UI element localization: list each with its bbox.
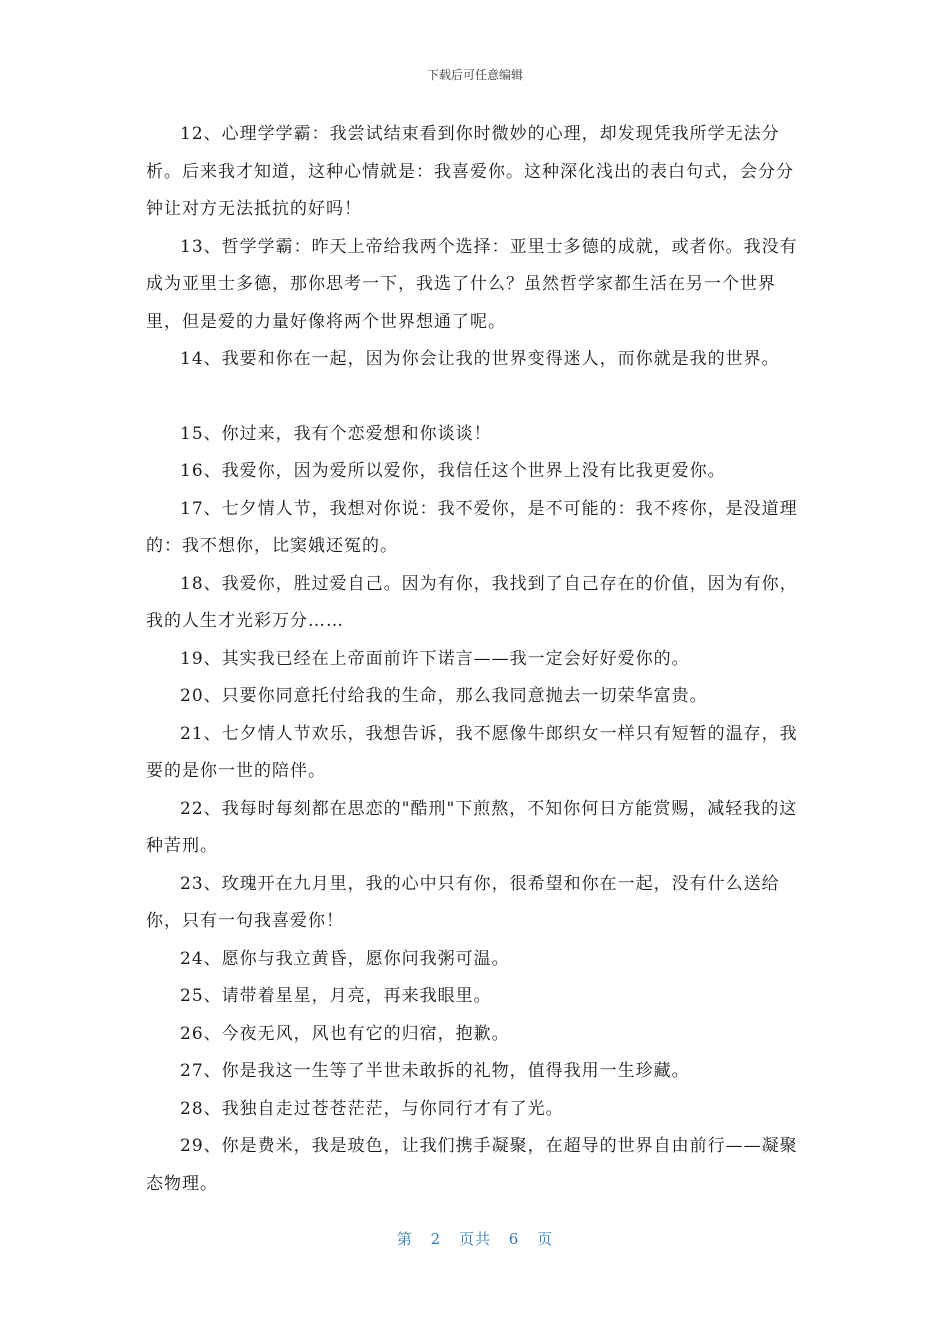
footer-total-pages: 6 bbox=[508, 1230, 520, 1248]
paragraph-23: 23、玫瑰开在九月里，我的心中只有你，很希望和你在一起，没有什么送给你，只有一句我喜爱你！ bbox=[146, 873, 780, 931]
paragraph-12: 12、心理学学霸：我尝试结束看到你时微妙的心理，却发现凭我所学无法分析。后来我才知道，这种心情就是：我喜爱你。这种深化浅出的表白句式，会分分钟让对方无法抵抗的好吗！ bbox=[146, 124, 794, 219]
paragraph-26: 26、今夜无风，风也有它的归宿，抱歉。 bbox=[180, 1023, 510, 1044]
paragraph-20: 20、只要你同意托付给我的生命，那么我同意抛去一切荣华富贵。 bbox=[180, 686, 708, 706]
page-header: 下载后可任意编辑 bbox=[426, 68, 523, 82]
blank-line bbox=[146, 379, 810, 416]
paragraph-14: 14、我要和你在一起，因为你会让我的世界变得迷人，而你就是我的世界。 bbox=[180, 349, 780, 369]
paragraph-25: 25、请带着星星，月亮，再来我眼里。 bbox=[180, 986, 492, 1006]
paragraph-17: 17、七夕情人节，我想对你说：我不爱你，是不可能的：我不疼你，是没道理的：我不想你，比窦娥还冤的。 bbox=[146, 498, 798, 556]
paragraph-16: 16、我爱你，因为爱所以爱你，我信任这个世界上没有比我更爱你。 bbox=[180, 461, 726, 481]
paragraph-29: 29、你是费米，我是玻色，让我们携手凝聚，在超导的世界自由前行——凝聚态物理。 bbox=[146, 1136, 798, 1194]
paragraph-28: 28、我独自走过苍苍茫茫，与你同行才有了光。 bbox=[180, 1098, 564, 1119]
paragraph-18: 18、我爱你，胜过爱自己。因为有你，我找到了自己存在的价值，因为有你，我的人生才光彩万分…… bbox=[146, 573, 798, 631]
document-body bbox=[146, 116, 810, 1203]
footer-prefix: 第 bbox=[396, 1230, 413, 1248]
paragraph-27: 27、你是我这一生等了半世未敢拆的礼物，值得我用一生珍藏。 bbox=[180, 1061, 690, 1081]
paragraph-15: 15、你过来，我有个恋爱想和你谈谈！ bbox=[180, 423, 492, 444]
paragraph-24: 24、愿你与我立黄昏，愿你问我粥可温。 bbox=[180, 948, 510, 969]
paragraph-22: 22、我每时每刻都在思恋的"酷刑"下煎熬，不知你何日方能赏赐，减轻我的这种苦刑。 bbox=[146, 798, 798, 856]
footer-current-page: 2 bbox=[430, 1230, 442, 1248]
paragraph-19: 19、其实我已经在上帝面前许下诺言——我一定会好好爱你的。 bbox=[180, 648, 690, 669]
paragraph-13: 13、哲学学霸：昨天上帝给我两个选择：亚里士多德的成就，或者你。我没有成为亚里士多德，那你思考一下，我选了什么？虽然哲学家都生活在另一个世界里，但是爱的力量好像将两个世界想通了呢。 bbox=[146, 236, 798, 332]
page-footer bbox=[0, 1228, 950, 1249]
paragraph-21: 21、七夕情人节欢乐，我想告诉，我不愿像牛郎织女一样只有短暂的温存，我要的是你一世的陪伴。 bbox=[146, 723, 798, 781]
footer-middle: 页共 bbox=[458, 1230, 491, 1248]
footer-suffix: 页 bbox=[537, 1230, 554, 1248]
